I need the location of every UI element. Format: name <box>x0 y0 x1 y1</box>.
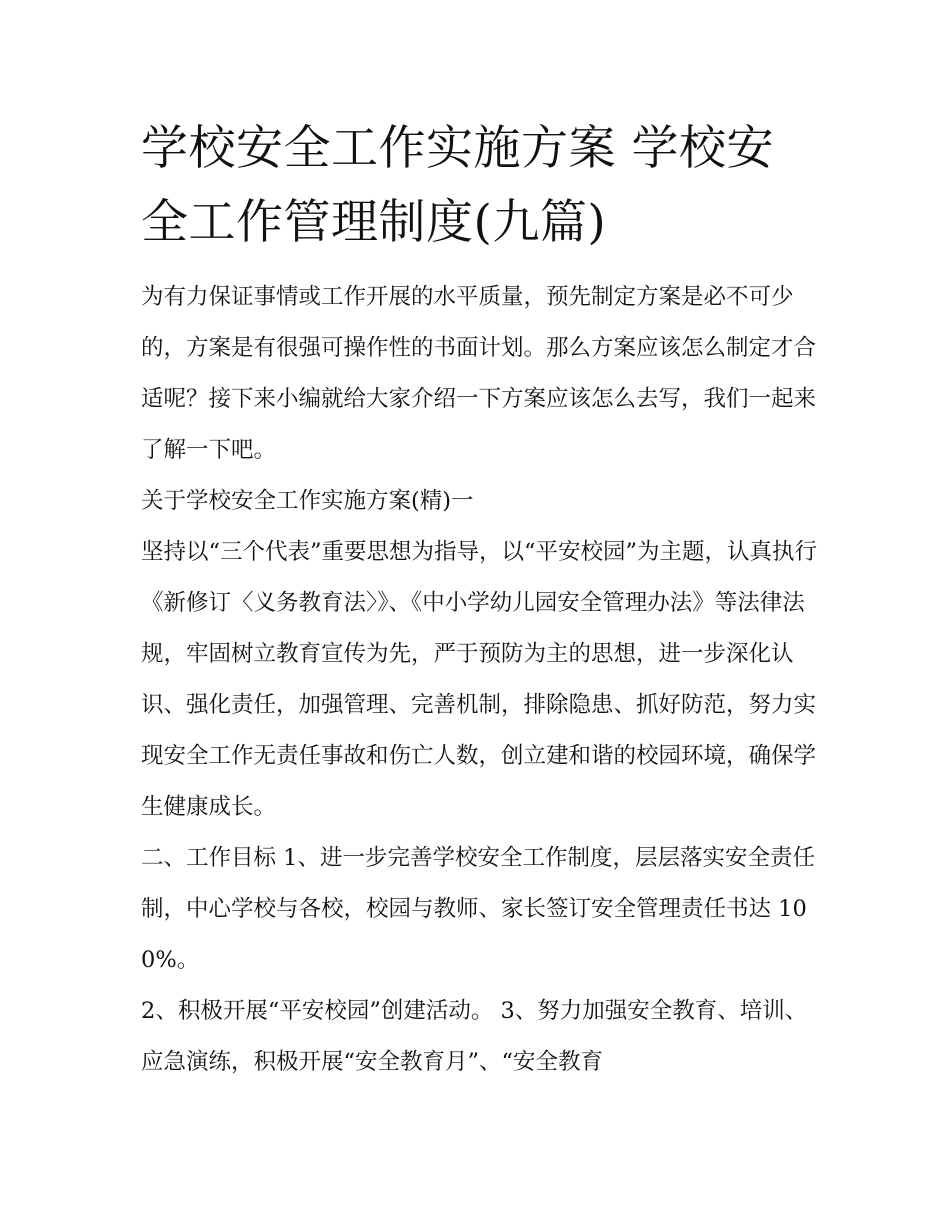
section-heading: 关于学校安全工作实施方案(精)一 <box>141 488 474 514</box>
work-goal-paragraph: 二、工作目标 1、进一步完善学校安全工作制度，层层落实安全责任制，中心学校与各校，校园与教师、家长签订安全管理责任书达 100%。 <box>141 845 815 973</box>
document-title: 学校安全工作实施方案 学校安全工作管理制度(九篇) <box>141 121 774 250</box>
document-body <box>141 112 821 1088</box>
guiding-principle-paragraph: 坚持以“三个代表”重要思想为指导，以“平安校园”为主题，认真执行《新修订〈义务教育法〉》、《中小学幼儿园安全管理办法》等法律法规，牢固树立教育宣传为先，严于预防为主的思想，进一步深化认识、强化责任，加强管理、完善机制，排除隐患、抓好防范，努力实现安全工作无责任事故和伤亡人数，创立建和谐的校园环境，确保学生健康成长。 <box>141 539 818 820</box>
intro-paragraph: 为有力保证事情或工作开展的水平质量，预先制定方案是必不可少的，方案是有很强可操作性的书面计划。那么方案应该怎么制定才合适呢？接下来小编就给大家介绍一下方案应该怎么去写，我们一起来了解一下吧。 <box>141 284 817 463</box>
activities-paragraph: 2、积极开展“平安校园”创建活动。 3、努力加强安全教育、培训、应急演练，积极开展“安全教育月”、“安全教育 <box>141 998 808 1075</box>
